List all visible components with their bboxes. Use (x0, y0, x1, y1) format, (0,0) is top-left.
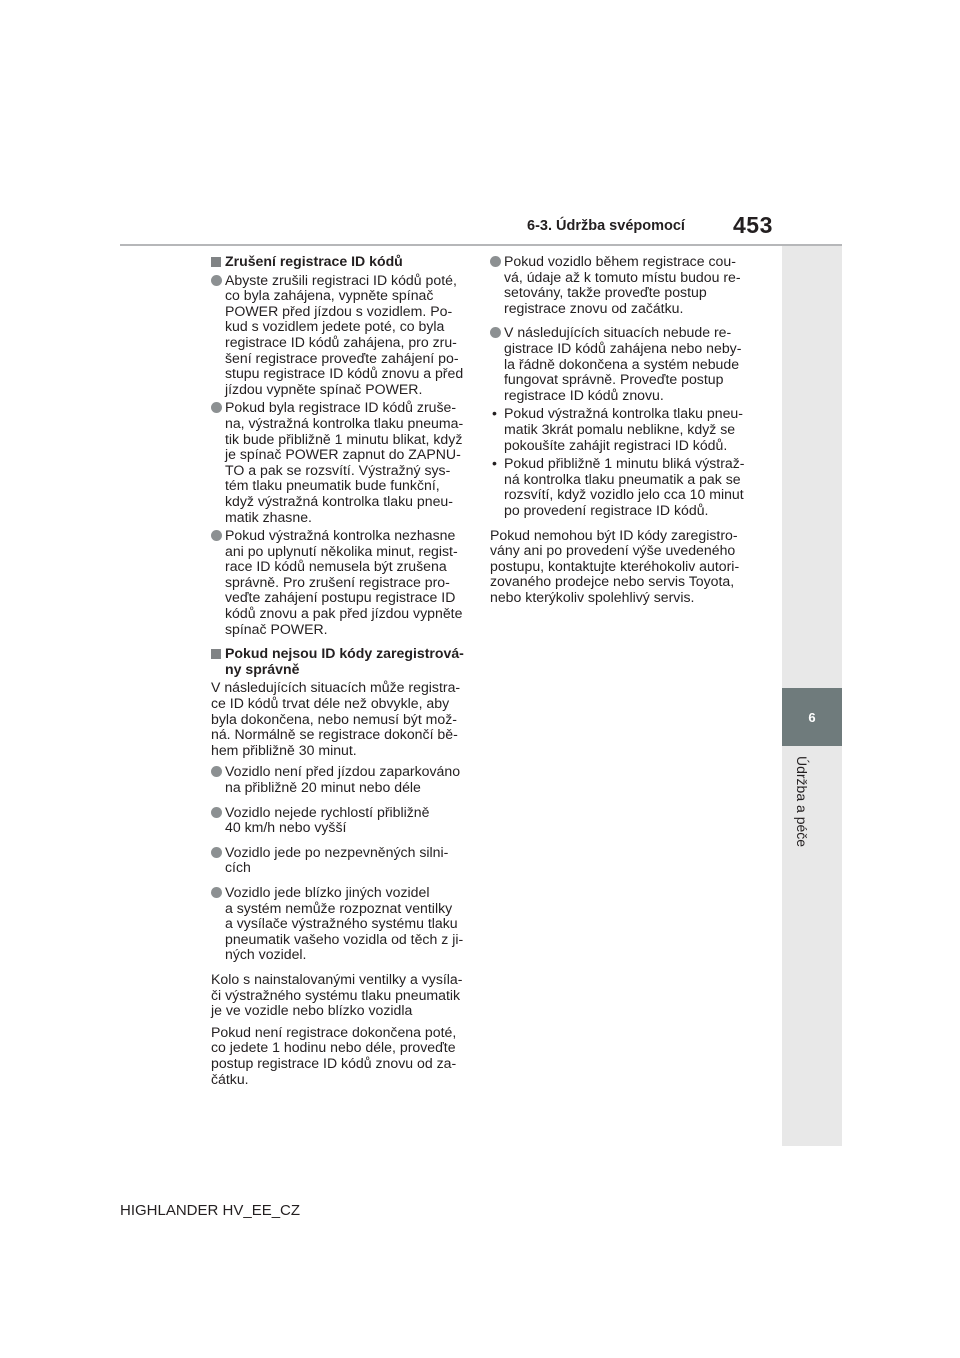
text-line: když výstražná kontrolka tlaku pneu- (225, 492, 453, 509)
text-line: 40 km/h nebo vyšší (225, 819, 347, 836)
square-bullet-icon (211, 257, 221, 267)
bullet-item (211, 805, 473, 836)
text-line: tik bude přibližně 1 minutu blikat, když (225, 430, 463, 447)
text-line: setovány, takže proveďte postup (504, 284, 707, 301)
text-line: registrace ID kódů znovu. (504, 386, 664, 403)
text-line: vá, údaje až k tomuto místu budou re- (504, 268, 741, 285)
text-line: je ve vozidle nebo blízko vozidla (211, 1002, 413, 1019)
text-line: a vysílače výstražného systému tlaku (225, 915, 458, 932)
text-line: čátku. (211, 1070, 249, 1087)
text-line: spínač POWER. (225, 620, 328, 637)
text-line: Pokud není registrace dokončena poté, (211, 1023, 457, 1040)
text-line: Pokud nemohou být ID kódy zaregistro- (490, 526, 738, 543)
text-line: rozsvítí, když vozidlo jelo cca 10 minut (504, 486, 744, 503)
text-line: matik 3krát pomalu neblikne, když se (504, 420, 736, 437)
text-line: ná. Normálně se registrace dokončí bě- (211, 726, 458, 743)
chapter-tab (782, 688, 842, 746)
text-line: šení registrace proveďte zahájení po- (225, 349, 459, 366)
chapter-label: Údržba a péče (794, 756, 810, 848)
text-line: ny správně (225, 660, 300, 677)
text-line: jízdou vypněte spínač POWER. (225, 380, 423, 397)
text-line: matik zhasne. (225, 508, 312, 525)
text-line: registrace ID kódů zahájena, pro zru- (225, 333, 457, 350)
text-line: ných vozidel. (225, 946, 307, 963)
bullet-item (211, 400, 473, 525)
text-line: fungovat správně. Proveďte postup (504, 371, 724, 388)
text-line: ce ID kódů trvat déle než obvykle, aby (211, 695, 450, 712)
text-line: pokoušíte zahájit registraci ID kódů. (504, 436, 728, 453)
text-line: Vozidlo není před jízdou zaparkováno (225, 763, 461, 780)
page-number: 453 (733, 212, 773, 238)
round-bullet-icon (490, 256, 501, 267)
sub-item (490, 406, 760, 453)
text-line: cích (225, 859, 251, 876)
text-line: co byla zahájena, vypněte spínač (225, 287, 434, 304)
text-line: registrace znovu od začátku. (504, 299, 684, 316)
text-line: byla dokončena, nebo nemusí být mož- (211, 710, 458, 727)
text-line: Pokud nejsou ID kódy zaregistrová- (225, 645, 464, 662)
text-line: ani po uplynutí několika minut, regist- (225, 542, 458, 559)
bullet-item (211, 764, 473, 795)
text-line: co jedete 1 hodinu nebo déle, proveďte (211, 1039, 456, 1056)
text-line: pneumatik vašeho vozidla od těch z ji- (225, 930, 464, 947)
text-line: kódů znovu a pak před jízdou vypněte (225, 605, 463, 622)
round-bullet-icon (211, 847, 222, 858)
square-bullet-icon (211, 649, 221, 659)
text-line: Vozidlo jede po nezpevněných silni- (225, 843, 449, 860)
text-line: stupu registrace ID kódů znovu a před (225, 365, 464, 382)
section-title: 6-3. Údržba svépomocí (527, 218, 685, 234)
bullet-item (211, 273, 473, 398)
right-column (490, 254, 760, 611)
text-line: správně. Pro zrušení registrace pro- (225, 573, 450, 590)
paragraph (211, 680, 473, 758)
text-line: Pokud výstražná kontrolka nezhasne (225, 527, 456, 544)
text-line: tém tlaku pneumatik bude funkční, (225, 477, 440, 494)
text-line: nebo kterýkoliv spolehlivý servis. (490, 588, 695, 605)
bullet-item (490, 254, 760, 316)
text-line: Vozidlo jede blízko jiných vozidel (225, 883, 430, 900)
text-line: zovaného prodejce nebo servis Toyota, (490, 573, 735, 590)
text-line: V následujících situacích může registra- (211, 679, 461, 696)
round-bullet-icon (211, 530, 222, 541)
sub-item (490, 456, 760, 518)
text-line: race ID kódů nemusela být zrušena (225, 558, 447, 575)
footer-model: HIGHLANDER HV_EE_CZ (120, 1202, 301, 1219)
text-line: Pokud byla registrace ID kódů zruše- (225, 399, 457, 416)
paragraph (211, 1025, 473, 1087)
heading-cancel-registration: Zrušení registrace ID kódů (211, 254, 473, 270)
chapter-number: 6 (808, 709, 816, 725)
sub-bullet-mark: • (492, 455, 497, 472)
text-line: V následujících situacích nebude re- (504, 324, 732, 341)
heading-not-registered (211, 646, 473, 677)
round-bullet-icon (211, 402, 222, 413)
text-line: Kolo s nainstalovanými ventilky a vysíla- (211, 970, 463, 987)
paragraph (490, 528, 760, 606)
text-line: je spínač POWER zapnut do ZAPNU- (225, 446, 461, 463)
round-bullet-icon (211, 807, 222, 818)
round-bullet-icon (211, 275, 222, 286)
round-bullet-icon (490, 327, 501, 338)
left-column (211, 254, 473, 1093)
bullet-item (211, 885, 473, 963)
bullet-item (211, 845, 473, 876)
text-line: na přibližně 20 minut nebo déle (225, 779, 421, 795)
text-line: na, výstražná kontrolka tlaku pneuma- (225, 414, 464, 431)
text-line: a systém nemůže rozpoznat ventilky (225, 899, 453, 916)
text-line: Vozidlo nejede rychlostí přibližně (225, 803, 430, 820)
bullet-item (490, 325, 760, 403)
bullet-item (211, 528, 473, 637)
header-divider (120, 244, 842, 246)
text-line: Pokud výstražná kontrolka tlaku pneu- (504, 405, 743, 422)
text-line: postup registrace ID kódů znovu od za- (211, 1054, 457, 1071)
text-line: gistrace ID kódů zahájena nebo neby- (504, 339, 742, 356)
round-bullet-icon (211, 766, 222, 777)
text-line: vány ani po provedení výše uvedeného (490, 542, 736, 559)
text-line: Abyste zrušili registraci ID kódů poté, (225, 271, 457, 288)
sub-bullet-mark: • (492, 405, 497, 422)
text-line: POWER před jízdou s vozidlem. Po- (225, 302, 453, 319)
text-line: Pokud vozidlo během registrace cou- (504, 253, 736, 269)
paragraph (211, 972, 473, 1019)
text-line: TO a pak se rozsvítí. Výstražný sys- (225, 461, 451, 478)
text-line: postupu, kontaktujte kteréhokoliv autori- (490, 557, 740, 574)
text-line: la řádně dokončena a systém nebude (504, 355, 740, 372)
text-line: kud s vozidlem jedete poté, co byla (225, 318, 445, 335)
text-line: či výstražného systému tlaku pneumatik (211, 986, 461, 1003)
text-line: po provedení registrace ID kódů. (504, 501, 709, 518)
text-line: Pokud přibližně 1 minutu bliká výstraž- (504, 455, 745, 472)
text-line: hem přibližně 30 minut. (211, 741, 357, 758)
round-bullet-icon (211, 887, 222, 898)
text-line: veďte zahájení postupu registrace ID (225, 589, 456, 606)
text-line: ná kontrolka tlaku pneumatik a pak se (504, 470, 741, 487)
